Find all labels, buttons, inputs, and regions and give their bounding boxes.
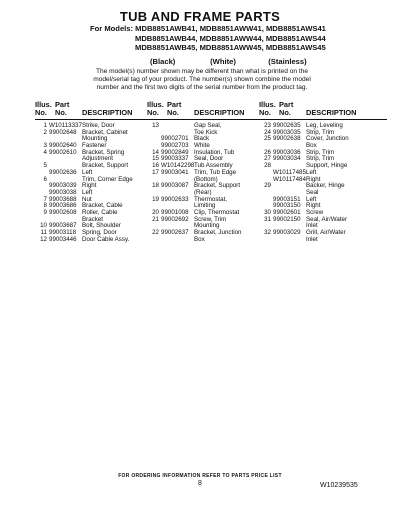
part-number: 99002636	[49, 168, 77, 176]
header-illus-no: No.	[147, 108, 159, 117]
illus-number: 18	[152, 182, 159, 190]
header-part: Part	[55, 100, 70, 109]
illus-number: 7	[43, 195, 47, 203]
part-description: Seal, Air/Water	[306, 215, 348, 223]
parts-row	[147, 237, 275, 244]
part-description: Tub Assembly	[194, 162, 233, 170]
illus-number: 16	[152, 162, 159, 170]
part-description: Insulation, Tub	[194, 148, 235, 156]
part-description: Box	[306, 142, 317, 150]
illus-number: 20	[152, 208, 159, 216]
part-description: Bracket	[82, 215, 103, 223]
part-description: Left	[306, 195, 317, 203]
part-number: 99003034	[273, 155, 301, 163]
header-part: Part	[279, 100, 294, 109]
ordering-footer: FOR ORDERING INFORMATION REFER TO PARTS PRICE LIST	[118, 473, 282, 479]
part-number: W10117485	[273, 168, 306, 176]
part-number: 99002703	[161, 142, 189, 150]
part-number: 99003087	[161, 182, 189, 190]
part-description: Seal, Door	[194, 155, 224, 163]
part-description: Bolt, Shoulder	[82, 222, 121, 230]
model-line-1: For Models: MDB8851AWB41, MDB8851AWW41, MDB8851AWS41	[90, 24, 326, 33]
parts-row	[259, 183, 387, 190]
part-description: Bracket, Cabinet	[82, 128, 128, 136]
column-header	[259, 101, 387, 120]
illus-number: 6	[43, 175, 47, 183]
parts-column-1	[35, 101, 163, 243]
illus-number: 32	[264, 229, 271, 236]
part-description: Bracket, Cable	[82, 202, 123, 210]
part-number: 99002610	[49, 148, 77, 156]
part-description: Left	[82, 168, 93, 176]
part-number: 99002637	[161, 229, 189, 236]
illus-number: 31	[264, 215, 271, 223]
part-number: 99002638	[273, 135, 301, 143]
part-number: 99002701	[161, 135, 189, 143]
color-labels	[150, 57, 350, 66]
part-description: Cover, Junction	[306, 135, 349, 143]
illus-number: 9	[43, 208, 47, 216]
part-description: Strip, Trim	[306, 128, 335, 136]
header-description: DESCRIPTION	[82, 108, 133, 117]
part-description: Strike, Door	[82, 122, 115, 129]
illus-number: 13	[152, 122, 159, 129]
part-description: Screw	[306, 208, 324, 216]
part-number: 99003038	[49, 188, 77, 196]
illus-number: 25	[264, 135, 271, 143]
part-description: Grill, Air/Water	[306, 229, 346, 236]
part-number: 99002635	[273, 122, 301, 129]
part-description: Strip, Trim	[306, 148, 335, 156]
illus-number: 22	[152, 229, 159, 236]
part-number: 99003039	[49, 182, 77, 190]
page-title: TUB AND FRAME PARTS	[119, 9, 281, 24]
part-description: Bracket, Spring	[82, 148, 125, 156]
color-stainless: (Stainless)	[268, 57, 307, 66]
part-number: 99003688	[49, 195, 77, 203]
part-description: Left	[82, 188, 93, 196]
part-number: 99003118	[49, 229, 77, 236]
part-description: Seal	[306, 188, 319, 196]
illus-number: 4	[43, 148, 47, 156]
parts-row	[259, 230, 387, 237]
part-number: 99003029	[273, 229, 301, 236]
part-description: Right	[306, 175, 321, 183]
page-number: 8	[198, 480, 202, 487]
part-description: Backer, Hinge	[306, 182, 345, 190]
header-description: DESCRIPTION	[306, 108, 357, 117]
part-description: Spring, Door	[82, 229, 117, 236]
column-header	[35, 101, 163, 120]
part-number: 99003035	[273, 128, 301, 136]
parts-row	[147, 230, 275, 237]
header-illus-no: No.	[35, 108, 47, 117]
part-number: 99003151	[273, 195, 301, 203]
part-description: Door Cable Assy.	[82, 235, 130, 243]
header-part-no: No.	[55, 108, 67, 117]
part-description: Support, Hinge	[306, 162, 348, 170]
part-number: 99003337	[161, 155, 189, 163]
part-number: 99003446	[49, 235, 77, 243]
part-description: Box	[194, 235, 205, 243]
part-description: Mounting	[82, 135, 108, 143]
part-description: Right	[82, 182, 97, 190]
illus-number: 1	[43, 122, 47, 129]
illus-number: 15	[152, 155, 159, 163]
header-part: Part	[167, 100, 182, 109]
part-description: Screw, Trim	[194, 215, 227, 223]
color-black: (Black)	[150, 57, 176, 66]
part-description: White	[194, 142, 210, 150]
part-number: 99002648	[49, 128, 77, 136]
part-description: Gap Seal,	[194, 122, 222, 129]
part-description: Clip, Thermostat	[194, 208, 240, 216]
part-number: W10142298	[161, 162, 195, 170]
header-part-no: No.	[167, 108, 179, 117]
part-description: Limiting	[194, 202, 216, 210]
parts-column-2	[147, 101, 275, 243]
illus-number: 11	[40, 229, 47, 236]
part-description: Roller, Cable	[82, 208, 118, 216]
illus-number: 24	[264, 128, 271, 136]
model-notice	[92, 68, 312, 92]
part-number: 99002692	[161, 215, 189, 223]
part-description: Bracket, Junction	[194, 229, 242, 236]
part-description: Toe Kick	[194, 128, 218, 136]
illus-number: 14	[152, 148, 159, 156]
part-number: 99002608	[49, 208, 77, 216]
illus-number: 30	[264, 208, 271, 216]
part-description: Thermostat,	[194, 195, 228, 203]
illus-number: 28	[264, 162, 271, 170]
parts-row	[259, 217, 387, 224]
illus-number: 10	[40, 222, 47, 230]
part-description: (Bottom)	[194, 175, 218, 183]
model-list	[90, 24, 390, 53]
color-white: (White)	[210, 57, 236, 66]
header-illus-no: No.	[259, 108, 271, 117]
part-number: 99003687	[49, 222, 77, 230]
part-number: 99002150	[273, 215, 301, 223]
illus-number: 5	[43, 162, 47, 170]
illus-number: 21	[152, 215, 159, 223]
part-description: Trim, Tub Edge	[194, 168, 237, 176]
part-number: W10113337	[49, 122, 82, 129]
part-description: Nut	[82, 195, 92, 203]
part-number: 99002601	[273, 208, 301, 216]
illus-number: 17	[152, 168, 159, 176]
part-number: 99002849	[161, 148, 189, 156]
column-header	[147, 101, 275, 120]
illus-number: 29	[264, 182, 271, 190]
part-description: Inlet	[306, 222, 318, 230]
part-number: 99002633	[161, 195, 189, 203]
part-description: (Rear)	[194, 188, 212, 196]
part-number: 99003686	[49, 202, 77, 210]
header-illus: Illus.	[147, 100, 164, 109]
part-description: Right	[306, 202, 321, 210]
illus-number: 27	[264, 155, 271, 163]
parts-column-3	[259, 101, 387, 243]
illus-number: 23	[264, 122, 271, 129]
parts-row	[259, 237, 387, 244]
part-description: Bracket, Support	[82, 162, 129, 170]
part-description: Black	[194, 135, 210, 143]
document-number: W10239535	[320, 482, 358, 489]
illus-number: 8	[43, 202, 47, 210]
part-number: 99002640	[49, 142, 77, 150]
illus-number: 26	[264, 148, 271, 156]
header-illus: Illus.	[259, 100, 276, 109]
part-number: W10117484	[273, 175, 306, 183]
notice-line-2: model/serial tag of your product. The number(s) shown combine the model	[93, 76, 311, 83]
part-description: Left	[306, 168, 317, 176]
header-description: DESCRIPTION	[194, 108, 245, 117]
part-description: Strip, Trim	[306, 155, 335, 163]
part-description: Adjustment	[82, 155, 113, 163]
part-description: Fastener	[82, 142, 107, 150]
parts-row	[259, 136, 387, 143]
notice-line-3: number and the first two digits of the serial number from the product tag.	[96, 84, 308, 91]
part-description: Leg, Leveling	[306, 122, 343, 129]
model-line-3: MDB8851AWB45, MDB8851AWW45, MDB8851AWS45	[135, 43, 326, 53]
header-illus: Illus.	[35, 100, 52, 109]
part-number: 99003150	[273, 202, 301, 210]
parts-row	[35, 237, 163, 244]
part-description: Trim, Corner Edge	[82, 175, 133, 183]
model-line-2: MDB8851AWB44, MDB8851AWW44, MDB8851AWS44	[135, 33, 326, 43]
illus-number: 3	[43, 142, 47, 150]
part-number: 99003036	[273, 148, 301, 156]
part-description: Mounting	[194, 222, 220, 230]
illus-number: 2	[43, 128, 47, 136]
header-part-no: No.	[279, 108, 291, 117]
part-number: 99003041	[161, 168, 189, 176]
part-description: Inlet	[306, 235, 318, 243]
illus-number: 12	[40, 235, 47, 243]
part-description: Bracket, Support	[194, 182, 241, 190]
notice-line-1: The model(s) number shown may be different than what is printed on the	[95, 68, 309, 75]
part-number: 99001008	[161, 208, 189, 216]
illus-number: 19	[152, 195, 159, 203]
